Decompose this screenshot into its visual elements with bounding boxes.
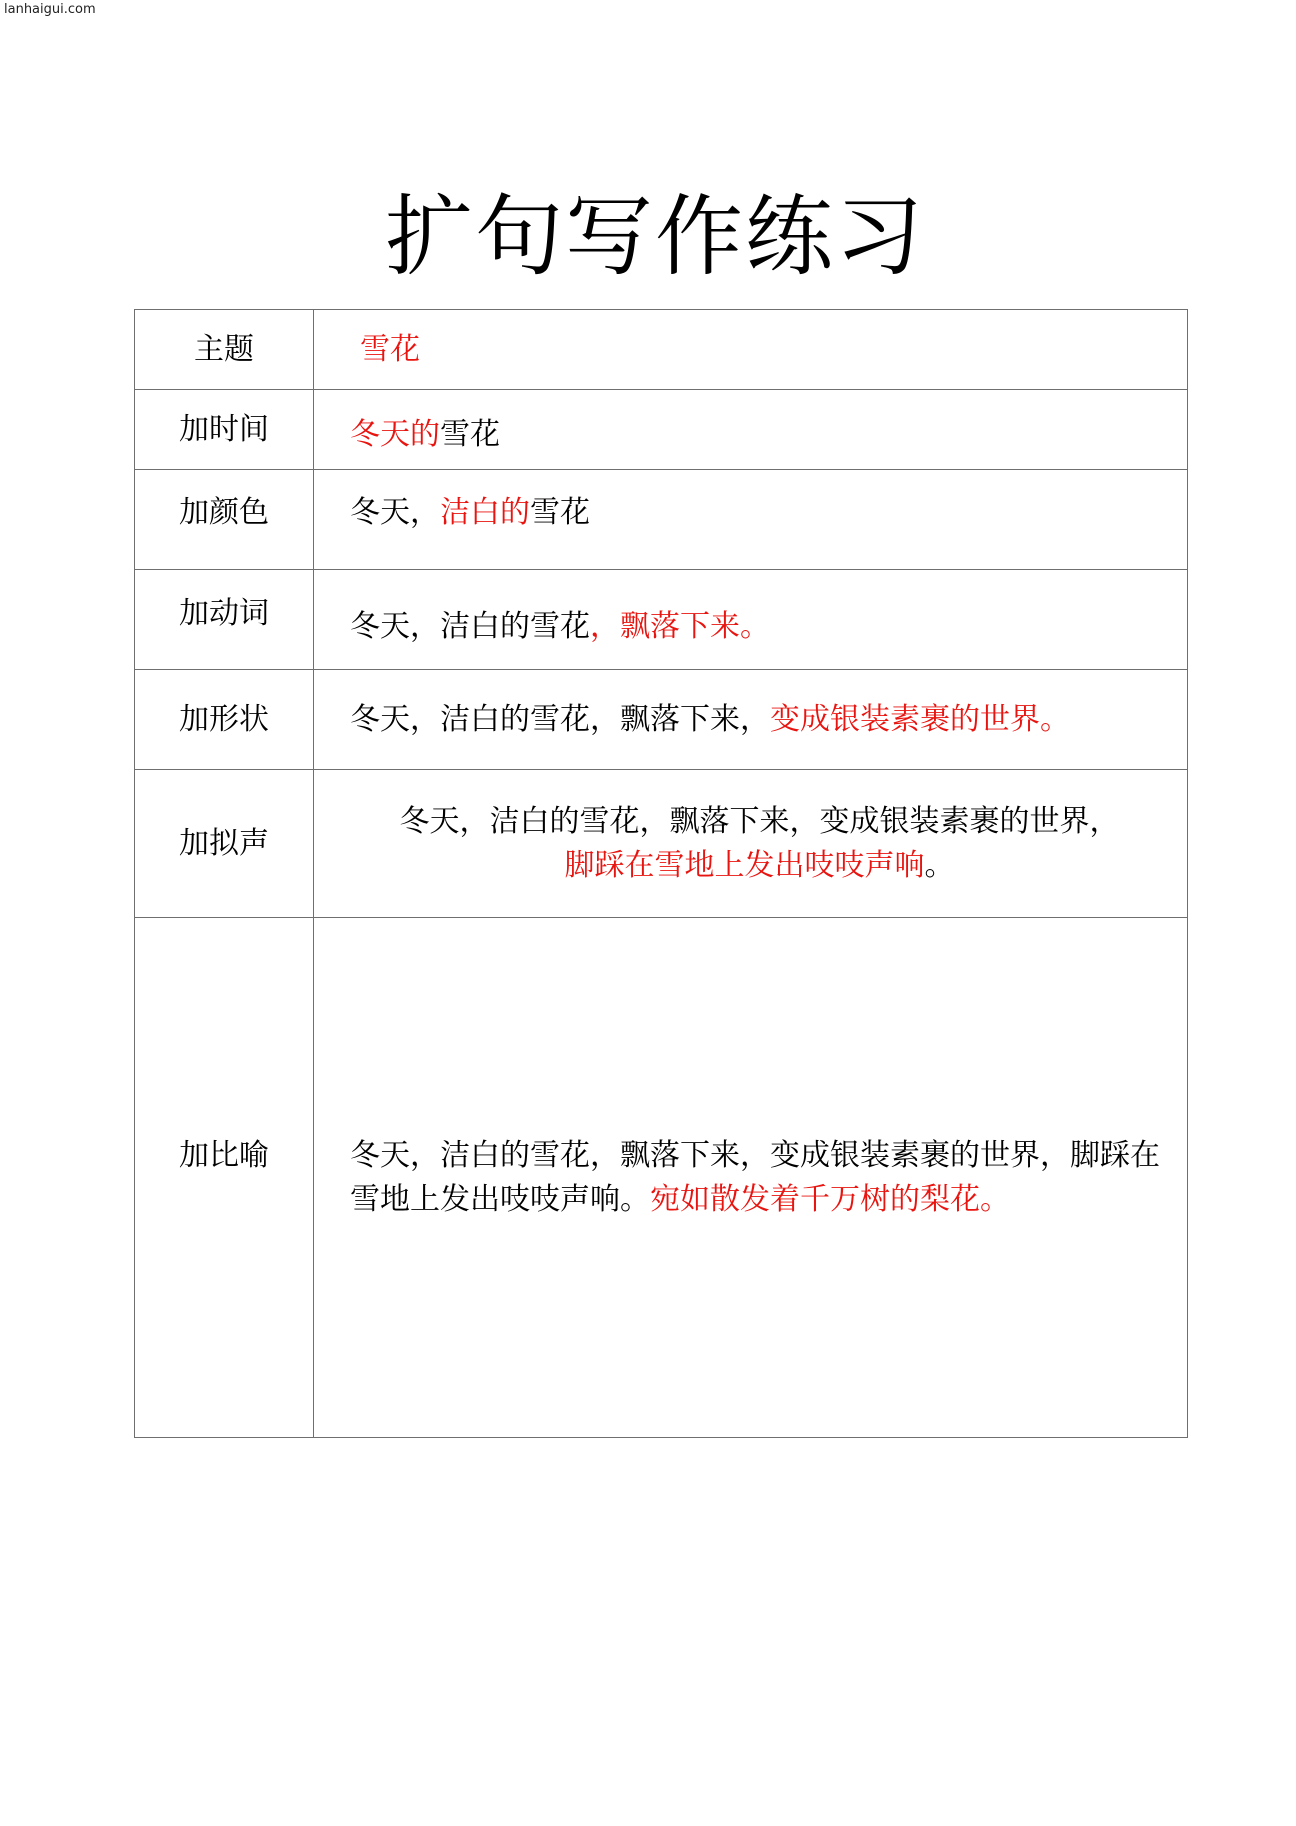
sentence-segment: 雪花 (530, 494, 590, 530)
sentence-segment: 宛如散发着千万树的梨花。 (650, 1181, 1010, 1217)
row-content-topic (314, 310, 1188, 390)
sentence-segment: 冬天，洁白的雪花，飘落下来，变成银装素裹的世界，脚踩在雪地上发出吱吱声响。 (350, 1137, 1160, 1217)
site-watermark: lanhaigui.com (4, 2, 96, 17)
row-content-add-simile (314, 918, 1188, 1438)
sentence-segment: 冬天的 (350, 416, 440, 452)
table-row-add-color (135, 470, 1188, 570)
row-label-topic: 主题 (135, 310, 314, 390)
sentence-expansion-table (134, 309, 1188, 1438)
table-row-add-simile (135, 918, 1188, 1438)
sentence-segment: 。 (924, 847, 955, 883)
table-row-add-time (135, 390, 1188, 470)
row-label-add-verb: 加动词 (135, 570, 314, 670)
sentence-segment: 冬天，洁白的雪花，飘落下来， (350, 701, 770, 737)
row-content-add-color (314, 470, 1188, 570)
row-label-add-simile: 加比喻 (135, 918, 314, 1438)
row-label-add-shape: 加形状 (135, 670, 314, 770)
sentence-segment: 变成银装素裹的世界。 (770, 701, 1070, 737)
sentence-segment: 雪花 (440, 416, 500, 452)
table-row-add-shape (135, 670, 1188, 770)
sentence-segment: 脚踩在雪地上发出吱吱声响 (564, 847, 925, 883)
sentence-line: 冬天，洁白的雪花，飘落下来，变成银装素裹的世界， (399, 803, 1120, 839)
row-content-add-shape (314, 670, 1188, 770)
table-row-add-onomatopoeia (135, 770, 1188, 918)
sentence-line (334, 844, 1185, 888)
row-label-add-color: 加颜色 (135, 470, 314, 570)
table-row-topic (135, 310, 1188, 390)
row-content-add-onomatopoeia (314, 770, 1188, 918)
page-title: 扩句写作练习 (384, 185, 925, 288)
sentence-segment: 雪花 (360, 331, 420, 367)
row-label-add-onomatopoeia: 加拟声 (135, 770, 314, 918)
sentence-segment: ，飘落下来。 (590, 608, 770, 644)
row-content-add-verb (314, 570, 1188, 670)
sentence-segment: 洁白的 (440, 494, 530, 530)
sentence-segment: 冬天，洁白的雪花 (350, 608, 590, 644)
row-content-add-time (314, 390, 1188, 470)
sentence-segment: 冬天， (350, 494, 440, 530)
row-label-add-time: 加时间 (135, 390, 314, 470)
table-row-add-verb (135, 570, 1188, 670)
